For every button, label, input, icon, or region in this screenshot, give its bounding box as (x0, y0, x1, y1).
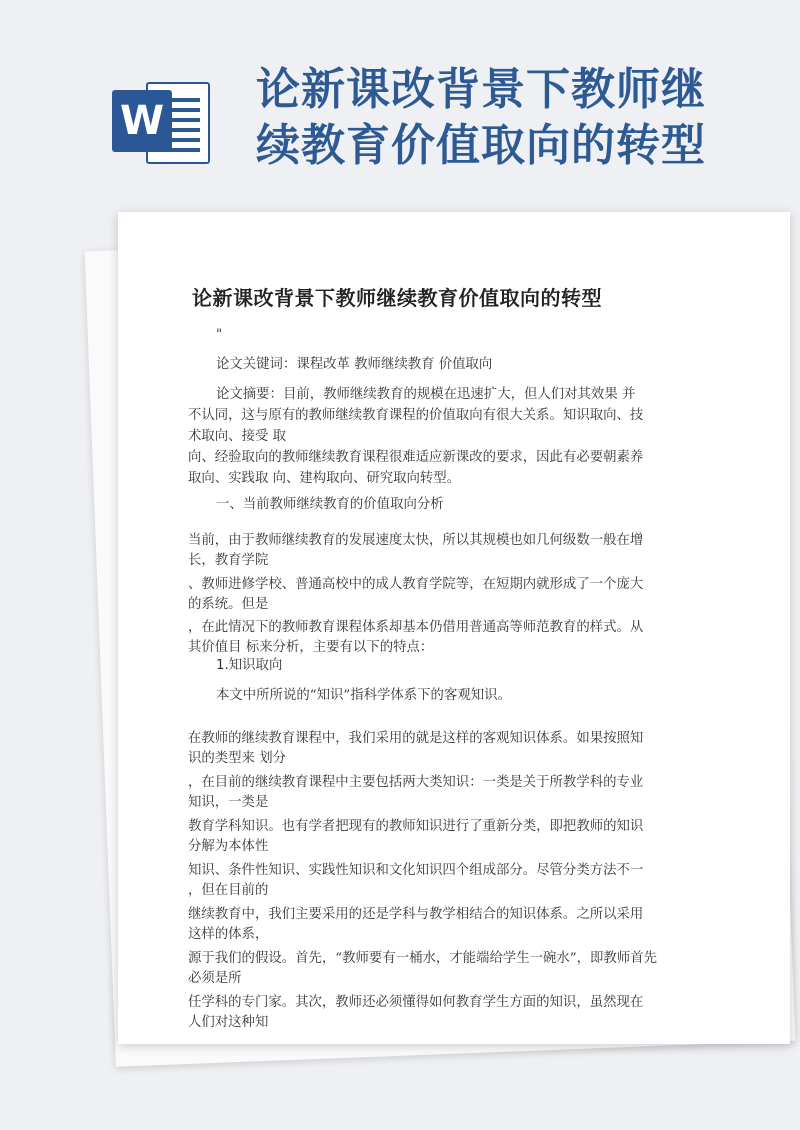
keywords-line: 论文关键词：课程改革 教师继续教育 价值取向 (216, 357, 493, 372)
word-icon (112, 76, 212, 166)
paragraph-line: 教育学科知识。也有学者把现有的教师知识进行了重新分类，即把教师的知识 (188, 819, 644, 834)
paragraph-line: 这样的体系， (188, 927, 269, 942)
paragraph-line: 其价值目 标来分析，主要有以下的特点： (188, 640, 434, 655)
paragraph-line: 识的类型来 划分 (188, 751, 286, 766)
word-letter: W (112, 90, 172, 152)
subsection-heading: 1.知识取向 (216, 658, 283, 673)
paragraph-line: 源于我们的假设。首先，“教师要有一桶水，才能端给学生一碗水”，即教师首先 (188, 951, 657, 966)
banner-title: 论新课改背景下教师继续教育价值取向的转型 (256, 64, 706, 171)
paragraph-line: 人们对这种知 (188, 1015, 269, 1030)
paragraph-line: 、教师进修学校、普通高校中的成人教育学院等，在短期内就形成了一个庞大 (188, 577, 644, 592)
paragraph-line: 必须是所 (188, 971, 242, 986)
banner (0, 0, 800, 210)
paragraph-line: 分解为本体性 (188, 839, 269, 854)
abstract-line: 取向、实践取 向、建构取向、研究取向转型。 (188, 471, 461, 486)
document-title: 论新课改背景下教师继续教育价值取向的转型 (192, 286, 602, 310)
document-page (118, 212, 790, 1044)
abstract-line: 术取向、接受 取 (188, 429, 286, 444)
abstract-line: 向、经验取向的教师继续教育课程很难适应新课改的要求，因此有必要朝素养 (188, 450, 644, 465)
paragraph-2: 本文中所所说的“知识”指科学体系下的客观知识。 (216, 688, 511, 703)
quote-mark: " (216, 327, 223, 342)
paragraph-line: 任学科的专门家。其次，教师还必须懂得如何教育学生方面的知识，虽然现在 (188, 995, 644, 1010)
paragraph-line: 当前，由于教师继续教育的发展速度太快，所以其规模也如几何级数一般在增 (188, 533, 644, 548)
section-heading: 一、当前教师继续教育的价值取向分析 (216, 497, 444, 512)
paragraph-line: 继续教育中，我们主要采用的还是学科与教学相结合的知识体系。之所以采用 (188, 907, 644, 922)
paragraph-line: 知识、条件性知识、实践性知识和文化知识四个组成部分。尽管分类方法不一 (188, 863, 644, 878)
abstract-line: 论文摘要：目前，教师继续教育的规模在迅速扩大，但人们对其效果 并 (216, 387, 636, 402)
paragraph-line: 长，教育学院 (188, 553, 269, 568)
paragraph-line: ，但在目前的 (188, 883, 269, 898)
paragraph-line: ，在此情况下的教师教育课程体系却基本仍借用普通高等师范教育的样式。从 (188, 620, 644, 635)
abstract-line: 不认同，这与原有的教师继续教育课程的价值取向有很大关系。知识取向、技 (188, 408, 644, 423)
paragraph-line: 的系统。但是 (188, 597, 269, 612)
paragraph-line: 知识，一类是 (188, 795, 269, 810)
paragraph-line: 在教师的继续教育课程中，我们采用的就是这样的客观知识体系。如果按照知 (188, 731, 644, 746)
paragraph-line: ，在目前的继续教育课程中主要包括两大类知识：一类是关于所教学科的专业 (188, 775, 644, 790)
